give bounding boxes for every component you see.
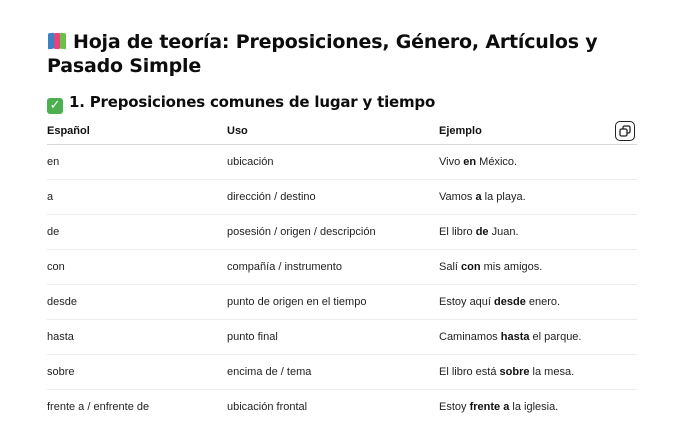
column-header-uso: Uso (227, 118, 439, 145)
table-row (47, 145, 637, 180)
ej-before: Estoy (439, 401, 470, 413)
cell-ejemplo (439, 320, 637, 355)
cell-uso: dirección / destino (227, 180, 439, 215)
cell-espanol: frente a / enfrente de (47, 401, 150, 413)
section-heading (47, 92, 435, 114)
cell-uso: compañía / instrumento (227, 250, 439, 285)
ej-after: la playa. (481, 191, 526, 203)
ej-before: Caminamos (439, 331, 501, 343)
cell-ejemplo (439, 145, 637, 180)
cell-uso: punto de origen en el tiempo (227, 285, 439, 320)
table-row (47, 215, 637, 250)
ej-after: la iglesia. (509, 401, 559, 413)
cell-espanol: hasta (47, 320, 227, 355)
cell-espanol: con (47, 250, 227, 285)
ej-after: el parque. (529, 331, 582, 343)
column-header-espanol: Español (47, 118, 227, 145)
ej-highlight: sobre (499, 366, 530, 378)
section-heading-text: 1. Preposiciones comunes de lugar y tiempo (69, 93, 436, 111)
column-header-ejemplo: Ejemplo (439, 118, 637, 145)
ej-before: Vamos (439, 191, 476, 203)
cell-uso: encima de / tema (227, 355, 439, 390)
table-row (47, 285, 637, 320)
page-title-text: Hoja de teoría: Preposiciones, Género, Artículos y Pasado Simple (47, 31, 598, 77)
table-row (47, 390, 637, 425)
table-row (47, 320, 637, 355)
ej-before: El libro está (439, 366, 500, 378)
cell-ejemplo (439, 180, 637, 215)
ej-highlight: de (475, 226, 489, 238)
ej-highlight: frente a (469, 401, 510, 413)
table-header-row (47, 118, 637, 145)
cell-uso: posesión / origen / descripción (227, 215, 439, 250)
ej-after: enero. (525, 296, 561, 308)
table-row (47, 180, 637, 215)
cell-ejemplo (439, 390, 637, 425)
check-mark-icon: ✓ (47, 98, 63, 114)
cell-espanol: de (47, 215, 227, 250)
ej-before: Estoy aquí (439, 296, 495, 308)
cell-ejemplo (439, 215, 637, 250)
cell-uso: ubicación (227, 145, 439, 180)
ej-before: Vivo (439, 156, 464, 168)
page-title (47, 30, 667, 78)
books-icon (47, 32, 67, 50)
cell-ejemplo (439, 355, 637, 390)
ej-after: mis amigos. (480, 261, 543, 273)
cell-espanol: a (47, 180, 227, 215)
cell-uso: punto final (227, 320, 439, 355)
cell-uso: ubicación frontal (227, 401, 308, 413)
ej-after: Juan. (488, 226, 519, 238)
cell-espanol: sobre (47, 355, 227, 390)
table-row (47, 355, 637, 390)
table-row (47, 250, 637, 285)
prepositions-table (47, 118, 637, 424)
ej-highlight: a (475, 191, 482, 203)
ej-highlight: en (463, 156, 477, 168)
cell-ejemplo (439, 250, 637, 285)
ej-before: Salí (439, 261, 462, 273)
ej-highlight: con (461, 261, 481, 273)
ej-highlight: desde (494, 296, 526, 308)
ej-after: la mesa. (529, 366, 575, 378)
ej-after: México. (476, 156, 518, 168)
cell-espanol: desde (47, 285, 227, 320)
cell-ejemplo (439, 285, 637, 320)
cell-espanol: en (47, 145, 227, 180)
ej-highlight: hasta (500, 331, 530, 343)
ej-before: El libro (439, 226, 476, 238)
